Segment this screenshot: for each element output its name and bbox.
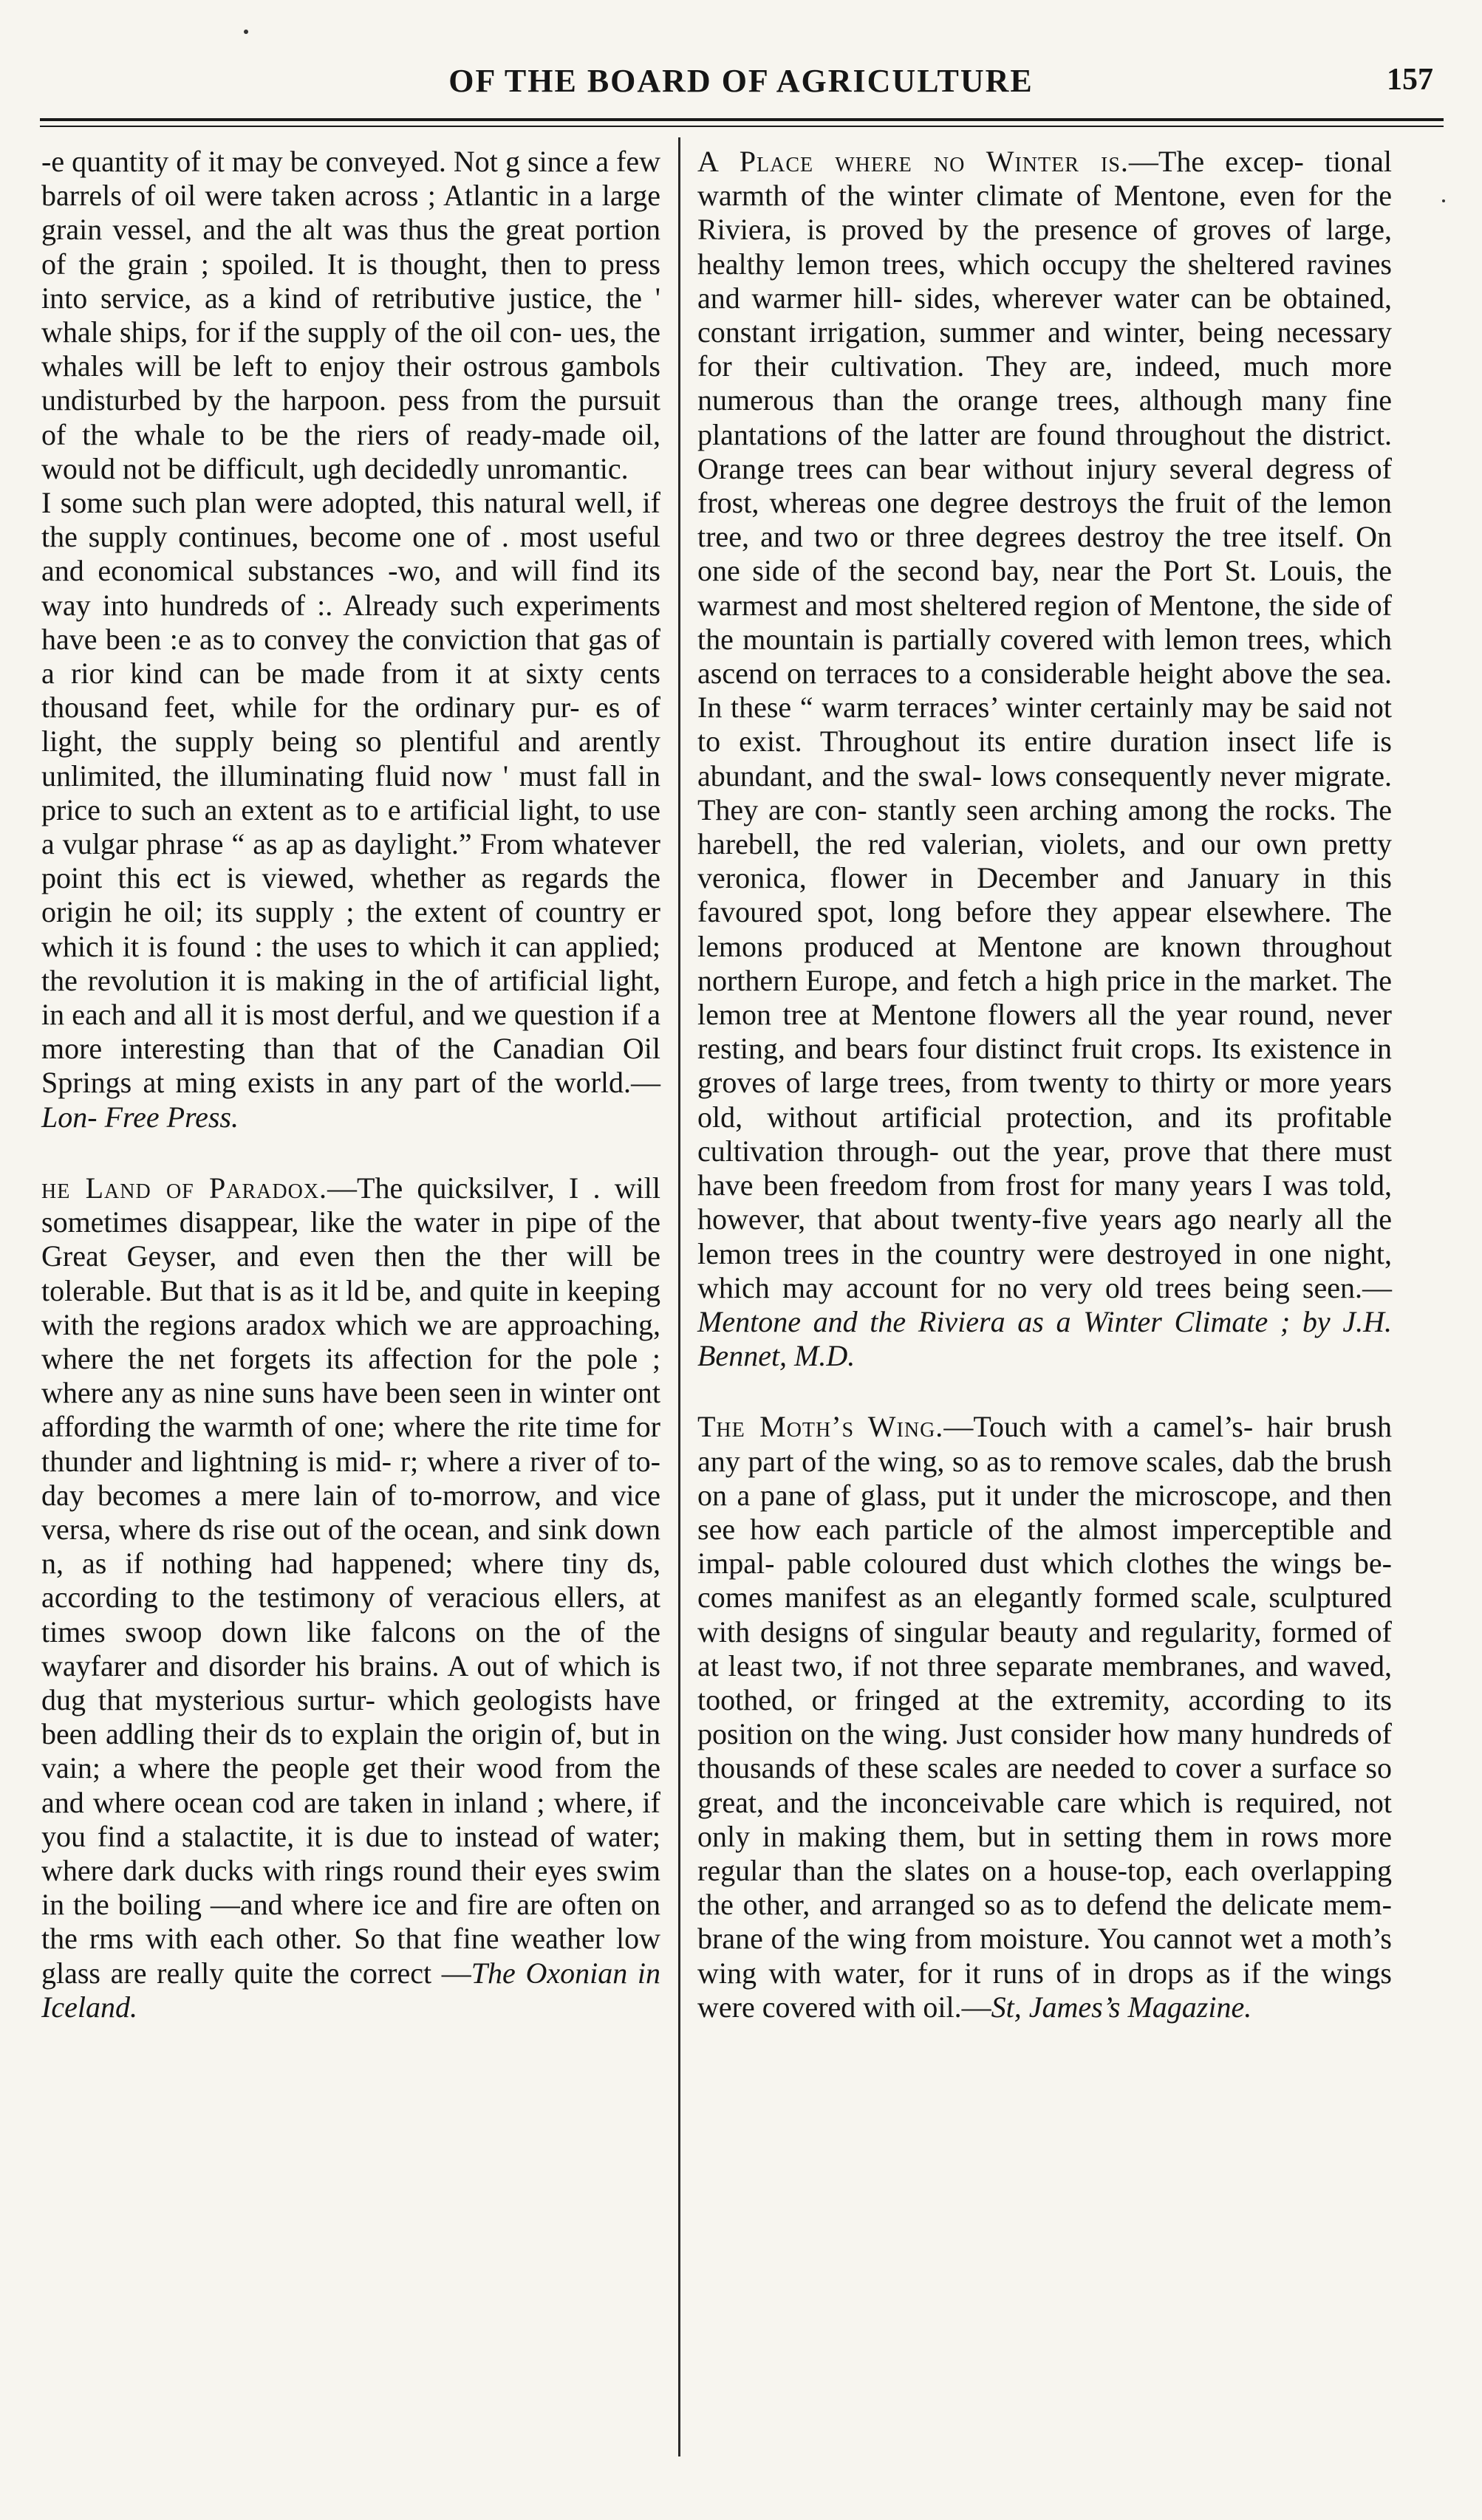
- paragraph-text: —Touch with a camel’s- hair brush any part of the wing, so as to remove scales, dab the brush on a pane of glass, put it under the microscope, and then see how each particle of the almost imperceptible and impal- pable coloured dust which clothes the wings be- comes manifest as an elegantly formed scale, sculptured with designs of singular beauty and regularity, formed of at least two, if not three separate membranes, and waved, toothed, or fringed at the extremity, according to its position on the wing. Just consider how many hundreds of thousands of these scales are needed to cover a surface so great, and the inconceivable care which is required, not only in making them, but in setting them in rows more regular than the slates on a house-top, each overlapping the other, and arranged so as to defend the delicate mem- brane of the wing from moisture. You cannot wet a moth’s wing with water, for it runs of in drops as if the wings were covered with oil.—: [697, 1410, 1393, 2024]
- column-divider: [678, 137, 680, 2456]
- citation: St, James’s Magazine.: [991, 1990, 1252, 2024]
- citation: Lon- Free Press.: [41, 1100, 239, 1134]
- print-speck: [1442, 199, 1445, 202]
- header-rule: [40, 126, 1444, 127]
- article-place-where-no-winter: [697, 145, 1392, 1373]
- header-rule: [40, 118, 1444, 121]
- article-land-of-paradox: [41, 1171, 660, 2024]
- page-number: 157: [1387, 63, 1433, 97]
- paragraph-text: I some such plan were adopted, this natural well, if the supply continues, become one of . most useful and economical substances -wo, and will find its way into hundreds of :. Already such experiments have been :e as to convey the conviction that gas of a rior kind can be made from it at sixty cents thousand feet, while for the ordinary pur- es of light, the supply being so plentiful and arently unlimited, the illuminating fluid now ' must fall in price to such an extent as to e artificial light, to use a vulgar phrase “ as ap as daylight.” From whatever point this ect is viewed, whether as regards the origin he oil; its supply ; the extent of country er which it is found : the uses to which it can applied; the revolution it is making in the of artificial light, in each and all it is most derful, and we question if a more interesting than that of the Canadian Oil Springs at ming exists in any part of the world.—: [41, 486, 660, 1100]
- paragraph-text: -e quantity of it may be conveyed. Not g since a few barrels of oil were taken across ; Atlantic in a large grain vessel, and the alt was thus the great portion of the grain ; spoiled. It is thought, then to press into service, as a kind of retributive justice, the ' whale ships, for if the supply of the oil con- ues, the whales will be left to enjoy their ostrous gambols undisturbed by the harpoon. pess from the pursuit of the whale to be the riers of ready-made oil, would not be difficult, ugh decidedly unromantic.: [41, 145, 660, 485]
- paragraph-text: —The excep- tional warmth of the winter climate of Mentone, even for the Riviera, is proved by the presence of groves of large, healthy lemon trees, which occupy the sheltered ravines and warmer hill- sides, wherever water can be obtained, constant irrigation, summer and winter, being necessary for their cultivation. They are, indeed, much more numerous than the orange trees, although many fine plantations of the latter are found throughout the district. Orange trees can bear without injury several degress of frost, whereas one degree destroys the fruit of the lemon tree, and two or three degrees destroy the tree itself. On one side of the second bay, near the Port St. Louis, the warmest and most sheltered region of Mentone, the side of the mountain is partially covered with lemon trees, which ascend on terraces to a considerable height above the sea. In these “ warm terraces’ winter certainly may be said not to exist. Throughout its entire duration insect life is abundant, and the swal- lows consequently never migrate. They are con- stantly seen arching among the rocks. The harebell, the red valerian, violets, and our own pretty veronica, flower in December and January in this favoured spot, long before they appear elsewhere. The lemons produced at Mentone are known throughout northern Europe, and fetch a high price in the market. The lemon tree at Mentone flowers all the year round, never resting, and bears four distinct fruit crops. Its existence in groves of large trees, from twenty to thirty or more years old, without artificial protection, and its profitable cultivation through- out the year, prove that there must have been freedom from frost for many years I was told, however, that about twenty-five years ago nearly all the lemon trees in the country were destroyed in one night, which may account for no very old trees being seen.—: [697, 145, 1392, 1304]
- print-speck: [244, 30, 248, 34]
- article-heading: A Place where no Winter is.: [697, 145, 1129, 178]
- paragraph-text: —The quicksilver, I . will sometimes disappear, like the water in pipe of the Great Geyser, and even then the ther will be tolerable. But that is as it ld be, and quite in keeping with the regions aradox which we are approaching, where the net forgets its affection for the pole ; where any as nine suns have been seen in winter ont affording the warmth of one; where the rite time for thunder and lightning is mid- r; where a river of to-day becomes a mere lain of to-morrow, and vice versa, where ds rise out of the ocean, and sink down n, as if nothing had happened; where tiny ds, according to the testimony of veracious ellers, at times swoop down like falcons on the of the wayfarer and disorder his brains. A out of which is dug that mysterious surtur- which geologists have been addling their ds to explain the origin of, but in vain; a where the people get their wood from the and where ocean cod are taken in inland ; where, if you find a stalactite, it is due to instead of water; where dark ducks with rings round their eyes swim in the boiling —and where ice and fire are often on the rms with each other. So that fine weather low glass are really quite the correct —: [41, 1171, 660, 1990]
- citation: The Oxonian in Iceland.: [41, 1956, 660, 2024]
- left-column: [41, 145, 660, 2024]
- article-heading: The Moth’s Wing.: [697, 1410, 944, 1444]
- article-oil-paragraph: [41, 486, 660, 1134]
- article-oil-paragraph: [41, 145, 660, 486]
- article-heading: he Land of Paradox.: [41, 1171, 328, 1205]
- citation: Mentone and the Riviera as a Winter Climate ; by J.H. Bennet, M.D.: [697, 1304, 1392, 1373]
- page-header: [0, 62, 1482, 106]
- right-column: [697, 145, 1392, 2024]
- article-moths-wing: [697, 1410, 1392, 2024]
- running-head: OF THE BOARD OF AGRICULTURE: [448, 63, 1034, 99]
